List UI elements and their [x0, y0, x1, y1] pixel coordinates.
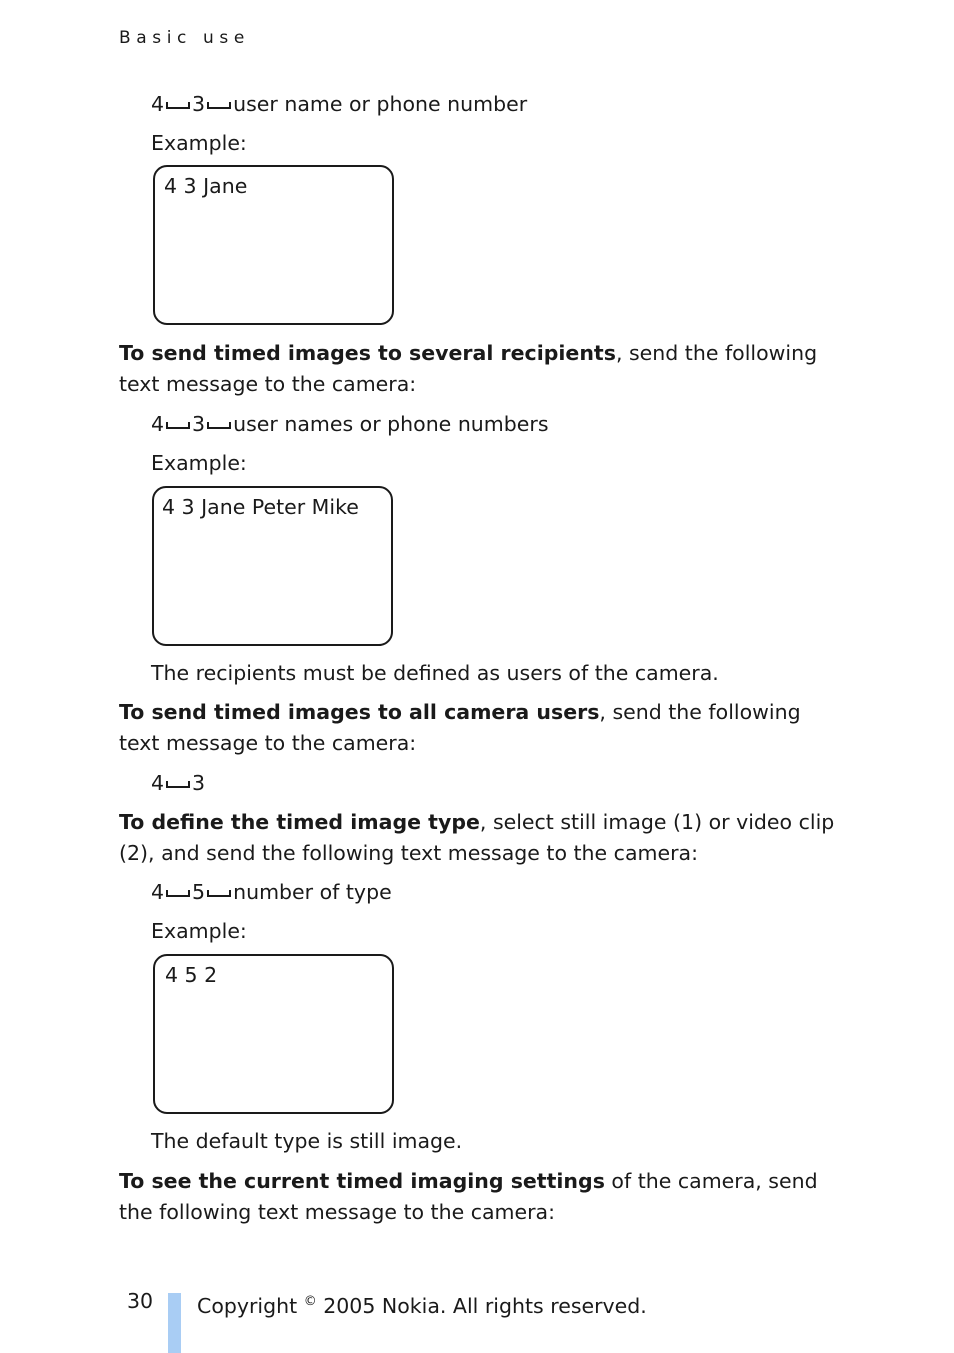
page-number: 30 [127, 1289, 154, 1313]
paragraph-heading: To send timed images to several recipients [119, 341, 616, 365]
paragraph-body: of the camera, send the following text message to the camera: [119, 1169, 818, 1224]
command-digit: 3 [192, 412, 206, 436]
paragraph-body: , send the following text message to the camera: [119, 341, 818, 396]
phone-screen-2 [152, 486, 393, 646]
paragraph-body: , select still image (1) or video clip (2), and send the following text message to the camera: [119, 810, 835, 865]
command-argument: user name or phone number [233, 92, 528, 116]
command-digit: 4 [151, 412, 165, 436]
footer-accent-bar [168, 1293, 181, 1353]
space-key-icon [166, 422, 190, 429]
command-line-3 [151, 768, 205, 799]
copyright-notice [197, 1286, 647, 1322]
phone-screen-3 [153, 954, 394, 1114]
command-digit: 5 [192, 880, 206, 904]
example-label-1: Example: [151, 131, 247, 155]
space-key-icon [207, 102, 231, 109]
command-digit: 3 [192, 771, 206, 795]
paragraph-current-settings [119, 1166, 819, 1228]
command-digit: 4 [151, 92, 165, 116]
paragraph-several-recipients [119, 338, 819, 400]
paragraph-heading: To send timed images to all camera users [119, 700, 600, 724]
command-digit: 3 [192, 92, 206, 116]
screen-text: 4 3 Jane [164, 174, 248, 198]
command-argument: user names or phone numbers [233, 412, 549, 436]
command-argument: number of type [233, 880, 392, 904]
space-key-icon [166, 890, 190, 897]
paragraph-heading: To see the current timed imaging settings [119, 1169, 605, 1193]
example-label-3: Example: [151, 919, 247, 943]
paragraph-image-type [119, 807, 839, 869]
copyright-text: 2005 Nokia. All rights reserved. [316, 1294, 647, 1318]
command-digit: 4 [151, 880, 165, 904]
paragraph-all-users [119, 697, 819, 759]
command-line-4 [151, 877, 392, 908]
example-label-2: Example: [151, 451, 247, 475]
note-recipients: The recipients must be defined as users of the camera. [151, 661, 719, 685]
command-line-1 [151, 89, 527, 120]
paragraph-heading: To define the timed image type [119, 810, 480, 834]
note-default-type: The default type is still image. [151, 1129, 463, 1153]
running-header: Basic use [119, 28, 250, 48]
copyright-symbol: © [303, 1294, 317, 1309]
copyright-prefix: Copyright [197, 1294, 304, 1318]
screen-text: 4 5 2 [165, 963, 218, 987]
space-key-icon [207, 890, 231, 897]
phone-screen-1 [153, 165, 394, 325]
screen-text: 4 3 Jane Peter Mike [162, 495, 359, 519]
command-digit: 4 [151, 771, 165, 795]
space-key-icon [207, 422, 231, 429]
space-key-icon [166, 102, 190, 109]
paragraph-body: , send the following text message to the camera: [119, 700, 801, 755]
command-line-2 [151, 409, 549, 440]
space-key-icon [166, 781, 190, 788]
